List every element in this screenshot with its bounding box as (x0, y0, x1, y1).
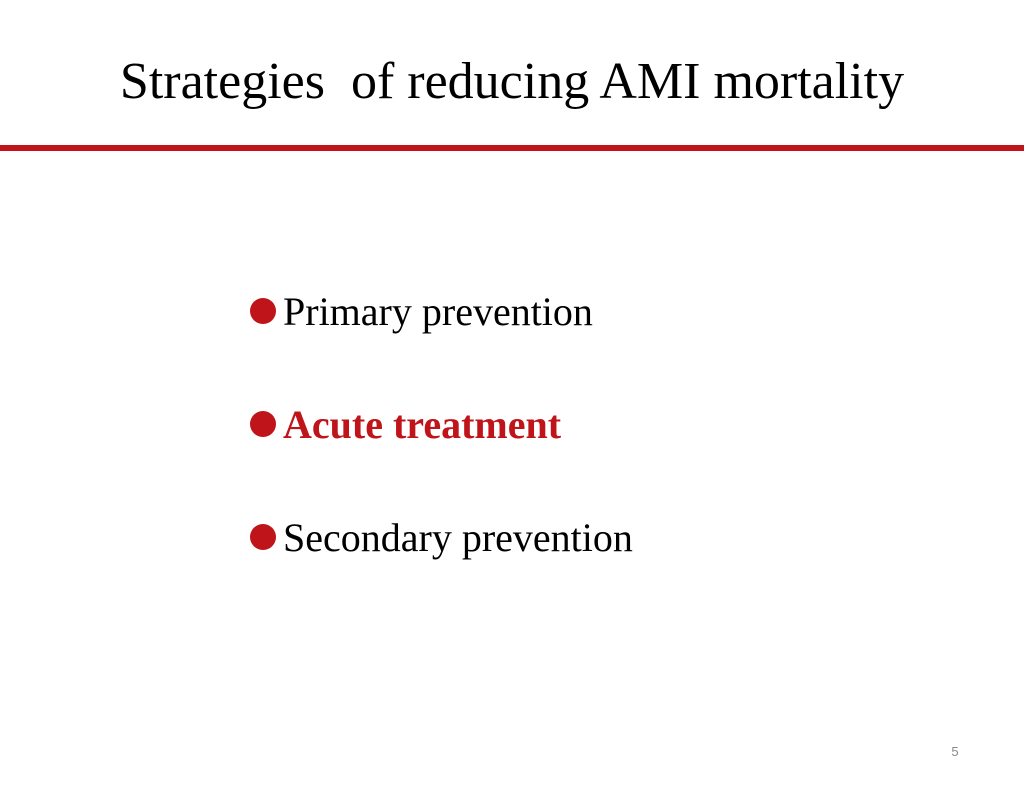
bullet-text-highlighted: Acute treatment (283, 401, 562, 447)
bullet-list (250, 283, 633, 565)
bullet-text: Secondary prevention (283, 514, 633, 560)
bullet-text: Primary prevention (283, 288, 593, 334)
bullet-dot-icon (250, 411, 276, 437)
title-divider (0, 145, 1024, 151)
bullet-item (250, 283, 633, 339)
bullet-dot-icon (250, 524, 276, 550)
bullet-dot-icon (250, 298, 276, 324)
bullet-item (250, 396, 633, 452)
slide-title: Strategies of reducing AMI mortality (119, 53, 905, 110)
page-number: 5 (951, 744, 959, 759)
bullet-item (250, 509, 633, 565)
